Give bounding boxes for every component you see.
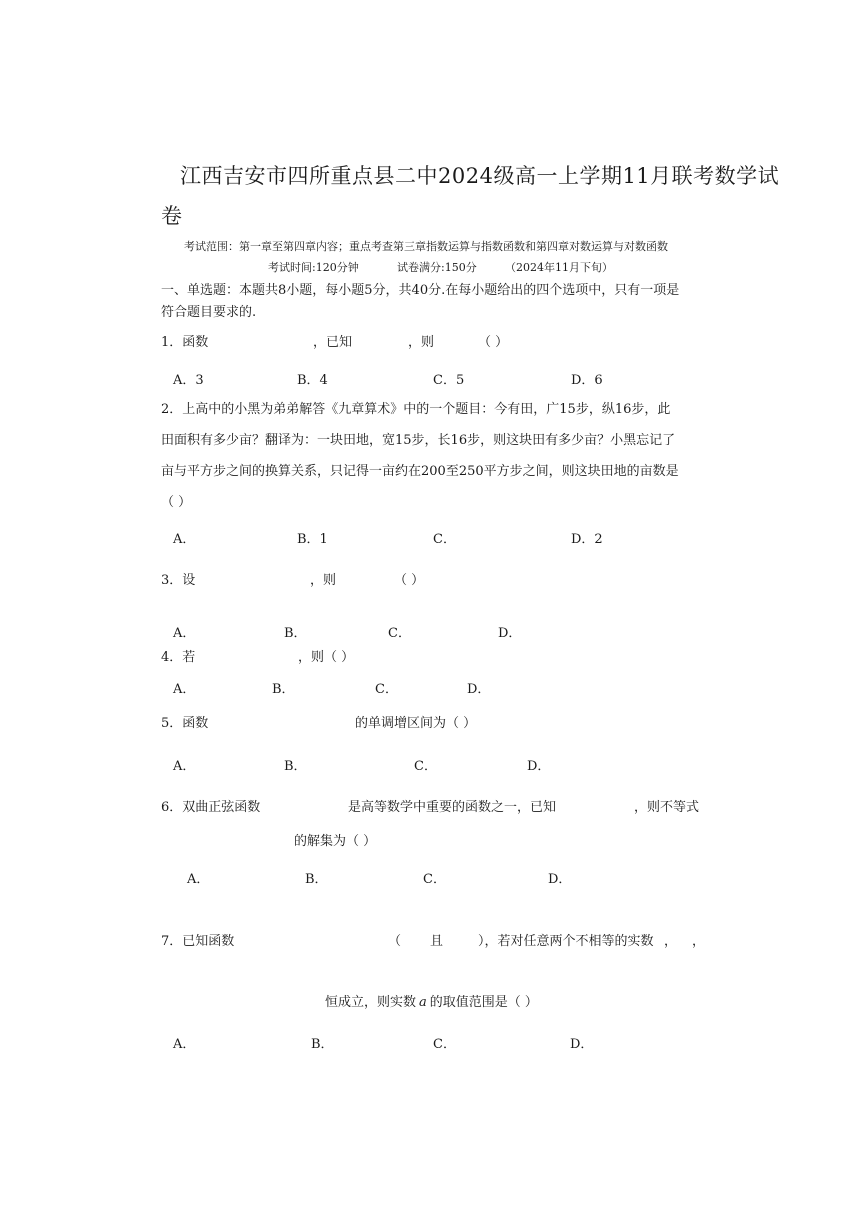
q7-text-b: （ <box>388 934 402 949</box>
q2-line-4: （ ） <box>161 495 192 510</box>
q6-text-d: 的解集为（ ） <box>294 834 377 849</box>
q3-text-b: ，则 <box>310 573 337 588</box>
q1-option-d: D．6 <box>571 373 603 388</box>
q7-text-g1: 恒成立，则实数 <box>325 995 417 1010</box>
q7-option-b: B． <box>311 1037 334 1052</box>
q7-option-a: A． <box>173 1037 196 1052</box>
q5-text-b: 的单调增区间为（ ） <box>355 716 477 731</box>
q7-text-e: ， <box>664 934 678 949</box>
q1-option-b: B．4 <box>297 373 328 388</box>
q4-option-d: D． <box>467 682 491 697</box>
q6-option-a: A． <box>187 872 210 887</box>
q4-text-a: 4．若 <box>161 650 196 665</box>
exam-scope: 考试范围：第一章至第四章内容；重点考查第三章指数运算与指数函数和第四章对数运算与对数函数 <box>184 240 668 253</box>
q4-text-b: ，则（ ） <box>298 650 355 665</box>
q1-option-c: C．5 <box>433 373 465 388</box>
q4-option-c: C． <box>375 682 398 697</box>
q2-option-a: A． <box>173 532 196 547</box>
q7-text-g3: 的取值范围是（ ） <box>429 995 538 1010</box>
q7-text-g <box>325 991 538 1010</box>
q6-option-b: B． <box>305 872 328 887</box>
q5-option-d: D． <box>527 759 551 774</box>
q7-variable-a: a <box>419 995 427 1010</box>
q4-option-a: A． <box>173 682 196 697</box>
q1-option-a: A．3 <box>173 373 204 388</box>
exam-title-line1: 江西吉安市四所重点县二中2024级高一上学期11月联考数学试 <box>180 164 780 188</box>
q4-option-b: B． <box>272 682 295 697</box>
exam-title-line2: 卷 <box>161 204 183 228</box>
q2-option-c: C． <box>433 532 456 547</box>
q5-option-a: A． <box>173 759 196 774</box>
q3-option-d: D． <box>498 626 522 641</box>
q2-option-d: D．2 <box>571 532 603 547</box>
q6-option-c: C． <box>423 872 446 887</box>
q5-option-c: C． <box>414 759 437 774</box>
q7-text-f: ， <box>692 934 706 949</box>
q2-line-3: 亩与平方步之间的换算关系，只记得一亩约在200至250平方步之间，则这块田地的亩数是 <box>161 464 679 479</box>
q1-paren: （ ） <box>478 335 509 350</box>
q2-line-1: 2．上高中的小黑为弟弟解答《九章算术》中的一个题目：今有田，广15步，纵16步，此 <box>161 402 671 417</box>
q6-text-a: 6．双曲正弦函数 <box>161 800 261 815</box>
q5-text-a: 5．函数 <box>161 716 209 731</box>
q7-text-d: ），若对任意两个不相等的实数 <box>478 934 654 949</box>
q3-option-a: A． <box>173 626 196 641</box>
q1-text-c: ，则 <box>408 335 435 350</box>
q2-line-2: 田面积有多少亩？翻译为：一块田地，宽15步，长16步，则这块田有多少亩？小黑忘记了 <box>161 433 676 448</box>
q5-option-b: B． <box>284 759 307 774</box>
exam-time: 考试时间:120分钟 <box>268 261 359 274</box>
q2-option-b: B．1 <box>297 532 328 547</box>
section1-line1: 一、单选题：本题共8小题，每小题5分，共40分.在每小题给出的四个选项中，只有一项是 <box>161 283 680 298</box>
q7-option-c: C． <box>433 1037 456 1052</box>
q3-text-a: 3．设 <box>161 573 196 588</box>
q1-text-a: 1．函数 <box>161 335 209 350</box>
q1-text-b: ，已知 <box>313 335 353 350</box>
exam-date: （2024年11月下旬） <box>505 261 613 274</box>
q6-text-b: 是高等数学中重要的函数之一，已知 <box>348 800 557 815</box>
q3-option-b: B． <box>284 626 307 641</box>
q6-option-d: D． <box>548 872 572 887</box>
q6-text-c: ，则不等式 <box>634 800 700 815</box>
q3-option-c: C． <box>388 626 411 641</box>
q7-text-c: 且 <box>430 934 444 949</box>
section1-line2: 符合题目要求的. <box>161 305 257 320</box>
q3-paren: （ ） <box>394 573 425 588</box>
q7-option-d: D． <box>570 1037 594 1052</box>
q7-text-a: 7．已知函数 <box>161 934 235 949</box>
exam-score: 试卷满分:150分 <box>397 261 477 274</box>
